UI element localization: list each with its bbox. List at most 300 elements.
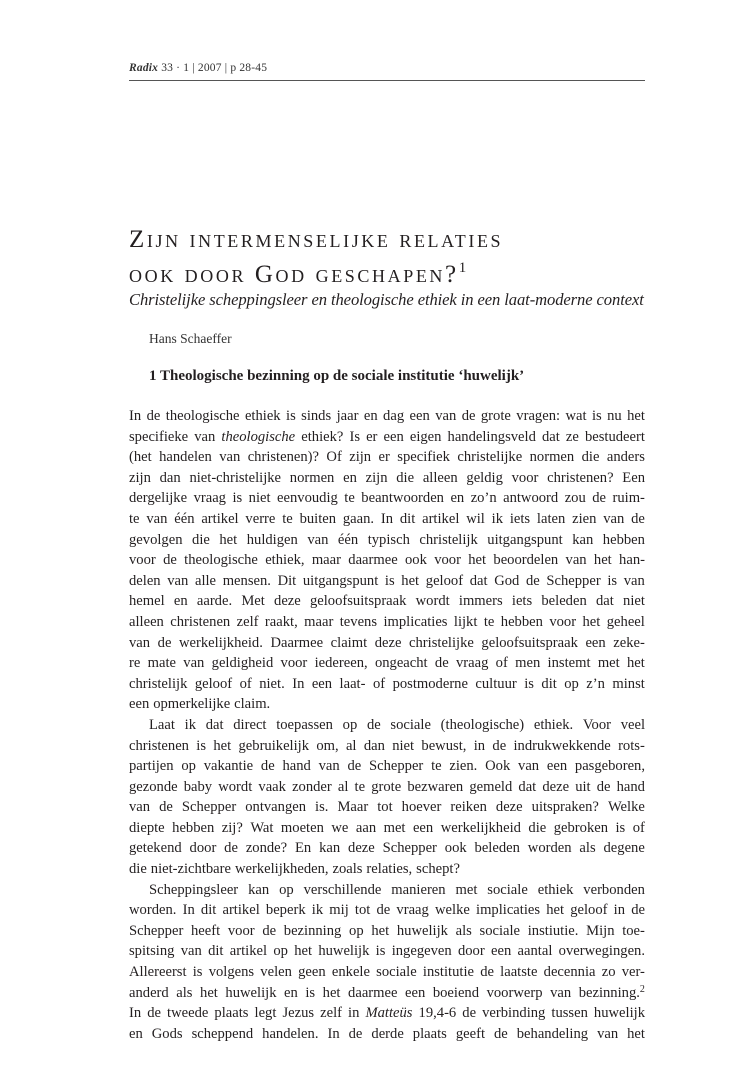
word: pasgeboren, <box>574 758 645 775</box>
word: indrukwekkende <box>513 737 611 754</box>
word: partijen <box>129 758 174 775</box>
word: als <box>455 922 472 939</box>
word: het <box>546 902 565 919</box>
word: laat- <box>339 675 366 692</box>
word: jaar <box>336 408 359 424</box>
word: geloof <box>425 572 464 589</box>
word: van <box>180 943 202 960</box>
text-line <box>129 880 645 901</box>
word: artikel <box>229 943 268 960</box>
word: moeten <box>280 819 324 836</box>
word: dit <box>541 675 557 692</box>
word: opmerkelijke <box>153 696 231 713</box>
word: handelingsveld <box>447 428 536 445</box>
word: tussen <box>551 1005 588 1022</box>
word: artikel <box>201 510 239 527</box>
word: ook <box>444 840 467 857</box>
word: voor <box>549 613 577 630</box>
word: theologische <box>184 552 258 569</box>
word: voor <box>129 552 156 569</box>
word: alle <box>194 572 217 589</box>
word: plaats <box>214 1005 249 1022</box>
word: ver- <box>621 964 645 981</box>
word: of <box>239 675 252 692</box>
word: behandeling <box>516 1025 589 1042</box>
word: manieren <box>391 881 446 898</box>
citation: 33 · 1 | 2007 | p 28-45 <box>161 62 268 74</box>
word: is <box>232 490 243 507</box>
header-rule <box>129 80 645 81</box>
word: met <box>383 819 406 836</box>
word: het <box>626 655 645 672</box>
word: enkele <box>331 964 370 981</box>
text-line <box>129 550 645 571</box>
word: ontvangen <box>245 799 307 816</box>
word: verschillende <box>303 881 382 898</box>
word: als <box>176 984 193 1001</box>
word: boeiend <box>432 984 480 1001</box>
word: zou <box>564 490 586 507</box>
word: een <box>412 819 434 836</box>
word: maar <box>311 552 341 569</box>
word: verbonden <box>583 881 645 898</box>
word: van <box>318 758 340 775</box>
word: als <box>579 840 596 857</box>
word: gaan. <box>342 510 375 527</box>
word: de <box>462 1005 477 1022</box>
word: ethiek <box>537 881 574 898</box>
word: aan <box>355 819 377 836</box>
word: deze <box>274 593 301 610</box>
word: hebben <box>602 531 645 548</box>
word: geen <box>298 964 326 981</box>
word: specifieke <box>129 428 189 445</box>
word: het <box>213 737 232 754</box>
word: het <box>582 613 601 630</box>
word: iets <box>511 593 533 610</box>
section-heading: 1 Theologische bezinning op de sociale institutie ‘huwelijk’ <box>149 368 525 384</box>
word: postmoderne <box>392 675 468 692</box>
word: dat <box>595 593 614 610</box>
word: is <box>192 964 203 981</box>
word: en <box>173 593 188 610</box>
word: op <box>349 922 364 939</box>
word: velen <box>260 964 292 981</box>
word: van <box>167 572 189 589</box>
word: plaats <box>412 1025 447 1042</box>
text-line <box>129 900 645 921</box>
word: niet-zichtbare <box>150 861 231 878</box>
title-footnote-mark[interactable]: 1 <box>458 260 467 276</box>
word: in <box>348 1005 360 1022</box>
word: de <box>480 964 494 981</box>
word: de <box>159 799 173 816</box>
word: Of <box>326 449 342 466</box>
word: uitgangspunt <box>302 572 379 589</box>
word: christenen <box>129 737 189 754</box>
word: de <box>260 758 275 775</box>
text-line <box>129 777 645 798</box>
word: of <box>495 655 508 672</box>
word: door <box>457 943 485 960</box>
word: degene <box>603 840 645 857</box>
word: voor <box>434 552 461 569</box>
word: zijn <box>349 449 372 466</box>
word: theologische <box>221 428 296 445</box>
word: niet <box>623 593 645 610</box>
word: christelijk <box>129 675 188 692</box>
text-line <box>129 509 645 530</box>
word: wat <box>565 408 587 424</box>
word: Schepper <box>368 758 424 775</box>
title-line-2-text: ook door God geschapen? <box>129 261 459 288</box>
word: sociale <box>487 881 528 898</box>
word: geloofsuitspraak <box>309 593 407 610</box>
word: diepte <box>129 819 165 836</box>
word: zijn <box>129 469 151 486</box>
word: de <box>146 408 161 424</box>
word: in <box>613 902 626 919</box>
word: bezinning <box>283 922 342 939</box>
word: gebruikelijk <box>238 737 310 754</box>
word: alleen <box>422 469 458 486</box>
word: heeft <box>191 922 221 939</box>
word: spitsing <box>129 943 175 960</box>
word: huldigen <box>246 531 298 548</box>
word: te <box>129 510 140 527</box>
word: christenen <box>170 613 231 630</box>
word: voorwerp <box>486 984 543 1001</box>
footnote-mark[interactable]: 2 <box>639 983 645 995</box>
word: deze <box>542 778 570 795</box>
journal-name: Radix <box>129 62 159 74</box>
word: om, <box>316 737 339 754</box>
word: is <box>286 408 296 424</box>
word: immers <box>458 593 503 610</box>
title-line-2 <box>129 254 645 289</box>
word: en <box>363 408 378 424</box>
word: dan <box>159 469 181 486</box>
word: ethiek? <box>301 428 344 445</box>
word: In <box>129 408 142 424</box>
word: theologische <box>165 408 240 424</box>
word: kan <box>572 531 594 548</box>
word: ik <box>311 902 324 919</box>
word: van <box>518 758 540 775</box>
word: is <box>615 819 626 836</box>
word: op <box>342 716 358 733</box>
word: het <box>627 408 645 424</box>
word: vragen: <box>516 408 561 424</box>
word: christenen? <box>547 469 614 486</box>
word: ethiek <box>244 408 281 424</box>
word: op <box>279 881 294 898</box>
word: dergelijke <box>129 490 188 507</box>
word: mensen. <box>222 572 271 589</box>
word: sociale <box>479 922 521 939</box>
word: zelf <box>236 613 259 630</box>
word: dat <box>541 428 560 445</box>
word: Laat <box>149 716 175 733</box>
word: zien <box>572 510 597 527</box>
word: laten <box>536 510 566 527</box>
word: geldigheid <box>211 655 274 672</box>
word: christelijk <box>419 531 478 548</box>
word: een <box>405 984 426 1001</box>
word: wordt <box>415 593 450 610</box>
word: bestudeert <box>584 428 645 445</box>
word: het <box>294 943 313 960</box>
word: volgens <box>208 964 255 981</box>
word: de <box>366 716 381 733</box>
word: huwelijk <box>593 1005 645 1022</box>
word: is <box>524 675 534 692</box>
word: ongeacht <box>374 655 428 672</box>
word: de <box>224 840 238 857</box>
word: tot <box>354 902 371 919</box>
word: men <box>515 655 541 672</box>
word: te <box>282 510 293 527</box>
word: deze <box>348 840 375 857</box>
word: van <box>219 449 241 466</box>
word: geldig <box>466 469 503 486</box>
word: er <box>378 449 390 466</box>
word: die <box>581 449 600 466</box>
word: instemt <box>547 655 591 672</box>
word: door <box>189 840 217 857</box>
text-line <box>129 736 645 757</box>
word: een <box>546 758 568 775</box>
word: en <box>450 490 465 507</box>
author-name: Hans Schaeffer <box>149 331 232 346</box>
word: wordt <box>218 778 253 795</box>
word: verre <box>245 510 276 527</box>
word: God <box>494 572 520 589</box>
word: deze <box>495 799 523 816</box>
word: er <box>366 428 378 445</box>
word: te <box>431 758 442 775</box>
word: een <box>409 408 430 424</box>
text-line <box>129 694 645 715</box>
word: vraag <box>396 902 429 919</box>
word: Allereerst <box>129 964 187 981</box>
word: scheppend <box>191 1025 254 1042</box>
word: geeft <box>455 1025 485 1042</box>
word: Een <box>622 469 645 486</box>
word: Schepper <box>546 572 601 589</box>
word: een <box>311 675 333 692</box>
word: het <box>371 922 390 939</box>
word: lijkt <box>453 613 478 630</box>
running-head <box>129 62 267 74</box>
word: dan <box>363 737 385 754</box>
word: het <box>200 984 218 1001</box>
text-line <box>129 1024 645 1045</box>
word: Scheppingsleer <box>149 881 239 898</box>
word: ze <box>565 428 579 445</box>
word: of <box>372 675 386 692</box>
word: Daarmee <box>270 634 324 651</box>
word: Met <box>241 593 265 610</box>
word: Maar <box>337 799 369 816</box>
text-line <box>129 591 645 612</box>
word: beoordelen <box>493 552 559 569</box>
word: In <box>380 510 394 527</box>
word: te <box>354 778 366 795</box>
word: dat <box>518 778 537 795</box>
word: vakantie <box>203 758 254 775</box>
text-line <box>129 941 645 962</box>
word: raakt, <box>264 613 298 630</box>
word: een <box>383 428 404 445</box>
word: al <box>345 737 357 754</box>
word: specifiek <box>397 449 450 466</box>
text-line <box>129 859 645 880</box>
word: van <box>597 1025 619 1042</box>
word: claim. <box>234 696 271 713</box>
word: ethiek, <box>265 552 305 569</box>
word: een <box>585 634 606 651</box>
word: van <box>129 634 151 651</box>
word: welke <box>435 902 470 919</box>
word: re <box>129 655 141 672</box>
word: en <box>284 984 298 1001</box>
word: Schepper <box>382 840 437 857</box>
word: met <box>597 655 620 672</box>
word: Mijn <box>586 922 615 939</box>
word: 19,4-6 <box>418 1005 457 1022</box>
word: van <box>129 799 151 816</box>
word: bezinning.$^2$ <box>578 983 645 1001</box>
word: tweede <box>167 1005 209 1022</box>
word: direct <box>233 716 267 733</box>
word: dit <box>399 510 416 527</box>
word: instiutie. <box>527 922 579 939</box>
word: geheel <box>606 613 645 630</box>
word: is. <box>315 799 329 816</box>
word: kan <box>319 840 341 857</box>
word: aarde. <box>196 593 233 610</box>
article-subtitle: Christelijke scheppingsleer en theologische ethiek in een laat-moderne context <box>129 290 644 309</box>
word: dat <box>469 572 488 589</box>
word: In <box>292 675 305 692</box>
word: anders <box>606 449 645 466</box>
word: zo’n <box>470 490 497 507</box>
word: de <box>376 902 391 919</box>
word: niet <box>392 737 415 754</box>
word: daarmee <box>348 552 398 569</box>
word: op <box>273 943 288 960</box>
word: In <box>129 1005 142 1022</box>
word: het <box>219 531 238 548</box>
word: hemel <box>129 593 165 610</box>
word: te <box>344 490 355 507</box>
word: Is <box>349 428 360 445</box>
word: getekend <box>129 840 182 857</box>
text-line <box>129 962 645 983</box>
word: handelen <box>159 449 212 466</box>
word: maar <box>304 613 334 630</box>
word: zonder <box>292 778 332 795</box>
word: typisch <box>367 531 410 548</box>
word: de <box>596 778 611 795</box>
word: het <box>627 1025 645 1042</box>
word: Jezus <box>282 1005 315 1022</box>
word: de <box>157 634 172 651</box>
word: dit <box>200 902 217 919</box>
word: gemeld <box>469 778 513 795</box>
word: een <box>491 943 512 960</box>
word: huwelijk <box>396 922 448 939</box>
word: met <box>455 881 478 898</box>
word: decennia <box>543 964 596 981</box>
word: institutie <box>422 964 474 981</box>
word: (theologische) <box>440 716 525 733</box>
word: worden <box>527 840 572 857</box>
word: reiken <box>450 799 487 816</box>
word: delen <box>129 572 161 589</box>
word: voor <box>280 655 308 672</box>
word: ik <box>491 510 504 527</box>
word: gevolgen <box>129 531 183 548</box>
word: dat <box>205 716 224 733</box>
text-line <box>129 756 645 777</box>
word: christenen)? <box>247 449 319 466</box>
word: is <box>305 984 316 1001</box>
word: En <box>295 840 312 857</box>
word: vaak <box>258 778 286 795</box>
word: het <box>593 552 612 569</box>
text-line <box>129 838 645 859</box>
word: de <box>348 1025 363 1042</box>
word: geloofsuitspraak <box>481 634 578 651</box>
word: bezwaren <box>407 778 464 795</box>
word: uit <box>575 778 591 795</box>
text-line <box>129 983 645 1004</box>
word: en <box>129 1025 143 1042</box>
title-line-1: Zijn intermenselijke relaties <box>129 226 504 253</box>
word: grote <box>480 408 511 424</box>
text-line <box>129 653 645 674</box>
word: implicaties <box>476 902 541 919</box>
word: toepassen <box>276 716 333 733</box>
word: is <box>384 572 395 589</box>
word: alleen <box>129 613 164 630</box>
word: zonde? <box>245 840 288 857</box>
word: ethiek. <box>533 716 574 733</box>
word: werkelijkheid <box>440 819 521 836</box>
word: in <box>473 737 486 754</box>
word: ook <box>405 552 427 569</box>
text-line <box>129 674 645 695</box>
word: voor <box>511 469 539 486</box>
word: laatste <box>500 964 538 981</box>
word: verbinding <box>482 1005 546 1022</box>
word: te <box>483 613 495 630</box>
word: zo <box>601 964 616 981</box>
word: zij? <box>221 819 243 836</box>
word: eenvoudig <box>277 490 338 507</box>
body-text <box>129 406 645 1044</box>
word: deze <box>374 634 402 651</box>
word: beleden <box>474 840 520 857</box>
word: van <box>435 408 457 424</box>
word: beperk <box>265 902 306 919</box>
word: christelijke <box>457 449 523 466</box>
word: worden. <box>129 902 177 919</box>
word: we <box>331 819 349 836</box>
text-line <box>129 406 645 427</box>
